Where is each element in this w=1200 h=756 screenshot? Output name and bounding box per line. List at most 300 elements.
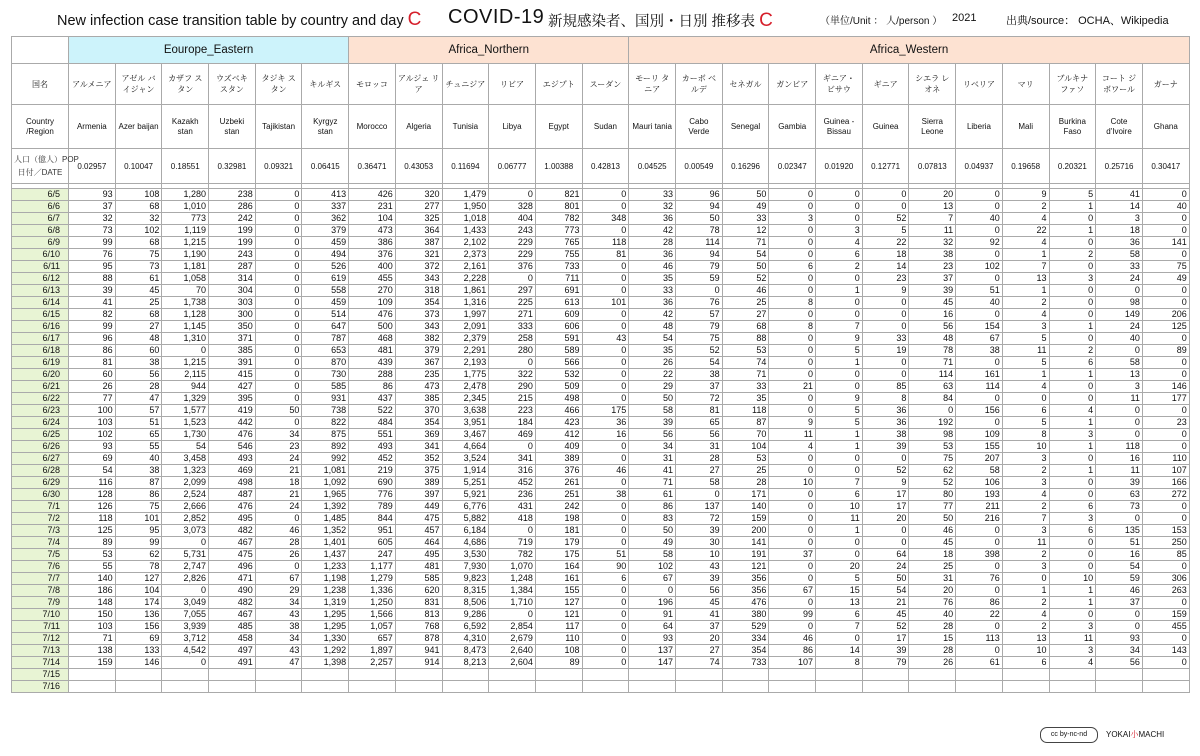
- case-count-cell: 150: [69, 609, 116, 621]
- country-name-jp: ガンビア: [769, 64, 816, 105]
- case-count-cell: 3: [1049, 621, 1096, 633]
- case-count-cell: 0: [582, 321, 629, 333]
- case-count-cell: 2: [1002, 465, 1049, 477]
- case-count-cell: 653: [302, 345, 349, 357]
- case-count-cell: 1: [1049, 441, 1096, 453]
- case-count-cell: [676, 669, 723, 681]
- case-count-cell: 0: [769, 525, 816, 537]
- case-count-cell: 52: [909, 477, 956, 489]
- case-count-cell: 1,566: [349, 609, 396, 621]
- case-count-cell: 6: [1049, 501, 1096, 513]
- case-count-cell: 1,081: [302, 465, 349, 477]
- case-count-cell: 16: [1096, 453, 1143, 465]
- case-count-cell: 16: [909, 309, 956, 321]
- case-count-cell: 0: [1142, 429, 1189, 441]
- case-count-cell: [115, 669, 162, 681]
- country-name-jp: キルギス: [302, 64, 349, 105]
- case-count-cell: 67: [255, 573, 302, 585]
- case-count-cell: 328: [489, 201, 536, 213]
- case-count-cell: 235: [395, 369, 442, 381]
- case-count-cell: 4: [1049, 657, 1096, 669]
- case-count-cell: 0: [255, 357, 302, 369]
- population-value: 0.43053: [395, 149, 442, 184]
- case-count-cell: 0: [255, 321, 302, 333]
- case-count-cell: 39: [676, 573, 723, 585]
- case-count-cell: 161: [535, 573, 582, 585]
- case-count-cell: 0: [1096, 609, 1143, 621]
- case-count-cell: 5,731: [162, 549, 209, 561]
- case-count-cell: 0: [582, 645, 629, 657]
- case-count-cell: [582, 669, 629, 681]
- case-count-cell: 28: [255, 537, 302, 549]
- case-count-cell: 141: [1142, 237, 1189, 249]
- title-japanese: 新規感染者、国別・日別 推移表 C: [548, 10, 773, 31]
- case-count-cell: 487: [209, 489, 256, 501]
- case-count-cell: 206: [1142, 309, 1189, 321]
- case-count-cell: 1,329: [162, 393, 209, 405]
- case-count-cell: 13: [816, 597, 863, 609]
- case-count-cell: 0: [489, 441, 536, 453]
- case-count-cell: 69: [115, 633, 162, 645]
- case-count-cell: 100: [69, 405, 116, 417]
- population-value: 0.02347: [769, 149, 816, 184]
- case-count-cell: 8,315: [442, 585, 489, 597]
- row-label-country-jp: 国名: [12, 64, 69, 105]
- case-count-cell: 481: [349, 345, 396, 357]
- case-count-cell: 0: [769, 501, 816, 513]
- case-count-cell: 13: [1002, 633, 1049, 645]
- case-count-cell: 4: [1002, 213, 1049, 225]
- case-count-cell: 57: [115, 405, 162, 417]
- case-count-cell: [722, 681, 769, 693]
- table-row: [12, 537, 1190, 549]
- case-count-cell: 39: [629, 417, 676, 429]
- case-count-cell: 22: [1002, 225, 1049, 237]
- case-count-cell: 286: [209, 201, 256, 213]
- case-count-cell: 121: [535, 609, 582, 621]
- case-count-cell: 33: [722, 213, 769, 225]
- date-cell: 7/12: [12, 633, 69, 645]
- case-count-cell: 109: [956, 429, 1003, 441]
- case-count-cell: 1,279: [349, 573, 396, 585]
- case-count-cell: 0: [1049, 213, 1096, 225]
- table-row: [12, 405, 1190, 417]
- case-count-cell: 10: [676, 549, 723, 561]
- date-cell: 7/5: [12, 549, 69, 561]
- case-count-cell: 765: [535, 237, 582, 249]
- case-count-cell: 0: [582, 453, 629, 465]
- case-count-cell: 46: [722, 285, 769, 297]
- case-count-cell: 0: [255, 561, 302, 573]
- case-count-cell: 198: [535, 513, 582, 525]
- case-count-cell: 459: [302, 237, 349, 249]
- case-count-cell: 493: [209, 453, 256, 465]
- case-count-cell: [1002, 681, 1049, 693]
- case-count-cell: 404: [489, 213, 536, 225]
- case-count-cell: 0: [582, 537, 629, 549]
- case-count-cell: 99: [115, 537, 162, 549]
- case-count-cell: 55: [69, 561, 116, 573]
- case-count-cell: 155: [956, 441, 1003, 453]
- case-count-cell: 27: [676, 465, 723, 477]
- case-count-cell: 196: [629, 597, 676, 609]
- case-count-cell: 4: [1049, 405, 1096, 417]
- case-count-cell: 27: [676, 645, 723, 657]
- table-row: [12, 657, 1190, 669]
- case-count-cell: 52: [862, 621, 909, 633]
- case-count-cell: 2,373: [442, 249, 489, 261]
- case-count-cell: 46: [255, 525, 302, 537]
- country-name-en: Tunisia: [442, 105, 489, 149]
- case-count-cell: 0: [862, 309, 909, 321]
- case-count-cell: 0: [255, 297, 302, 309]
- date-cell: 6/25: [12, 429, 69, 441]
- case-count-cell: 1,238: [302, 585, 349, 597]
- case-count-cell: 107: [1142, 465, 1189, 477]
- case-count-cell: 1,292: [302, 645, 349, 657]
- country-name-en: Kazakh stan: [162, 105, 209, 149]
- case-count-cell: [629, 681, 676, 693]
- case-count-cell: 484: [349, 417, 396, 429]
- case-count-cell: 3,939: [162, 621, 209, 633]
- case-count-cell: 75: [1142, 261, 1189, 273]
- case-count-cell: 75: [115, 501, 162, 513]
- case-count-cell: 398: [956, 549, 1003, 561]
- case-count-cell: 159: [69, 657, 116, 669]
- case-count-cell: 40: [1096, 333, 1143, 345]
- case-count-cell: 5: [816, 405, 863, 417]
- case-count-cell: 20: [909, 189, 956, 201]
- case-count-cell: 514: [302, 309, 349, 321]
- case-count-cell: 17: [862, 633, 909, 645]
- case-count-cell: [255, 669, 302, 681]
- case-count-cell: 485: [209, 621, 256, 633]
- case-count-cell: 46: [629, 261, 676, 273]
- region-group-header: Africa_Northern: [349, 37, 629, 64]
- title-covid: COVID-19: [448, 6, 545, 28]
- case-count-cell: 0: [1049, 453, 1096, 465]
- case-count-cell: 32: [115, 213, 162, 225]
- date-cell: 7/4: [12, 537, 69, 549]
- case-count-cell: 37: [69, 201, 116, 213]
- case-count-cell: 243: [209, 249, 256, 261]
- case-count-cell: 376: [489, 261, 536, 273]
- case-count-cell: 90: [582, 561, 629, 573]
- case-count-cell: 490: [209, 585, 256, 597]
- case-count-cell: 0: [582, 609, 629, 621]
- case-count-cell: 87: [722, 417, 769, 429]
- case-count-cell: 0: [816, 381, 863, 393]
- case-count-cell: 509: [535, 381, 582, 393]
- case-count-cell: 1: [1002, 585, 1049, 597]
- case-count-cell: 0: [1096, 417, 1143, 429]
- case-count-cell: 89: [1142, 345, 1189, 357]
- case-count-cell: 78: [676, 225, 723, 237]
- date-cell: 6/23: [12, 405, 69, 417]
- case-count-cell: 0: [489, 189, 536, 201]
- country-name-jp: スーダン: [582, 64, 629, 105]
- country-name-jp: アルジェ リア: [395, 64, 442, 105]
- case-count-cell: 39: [862, 441, 909, 453]
- case-count-cell: 73: [115, 261, 162, 273]
- case-count-cell: 11: [769, 429, 816, 441]
- case-count-cell: 243: [489, 225, 536, 237]
- case-count-cell: 93: [629, 633, 676, 645]
- case-count-cell: 3: [1049, 513, 1096, 525]
- case-count-cell: 60: [115, 345, 162, 357]
- case-count-cell: 17: [862, 489, 909, 501]
- case-count-cell: 280: [489, 345, 536, 357]
- case-count-cell: 14: [1096, 201, 1143, 213]
- case-count-cell: 53: [722, 345, 769, 357]
- case-count-cell: 3,530: [442, 549, 489, 561]
- case-count-cell: [349, 681, 396, 693]
- country-name-en: Cote d'Ivoire: [1096, 105, 1143, 149]
- date-cell: 7/2: [12, 513, 69, 525]
- case-count-cell: 171: [722, 489, 769, 501]
- table-row: [12, 585, 1190, 597]
- case-count-cell: 0: [769, 237, 816, 249]
- case-count-cell: 0: [582, 393, 629, 405]
- case-count-cell: 333: [489, 321, 536, 333]
- case-count-cell: 177: [1142, 393, 1189, 405]
- case-count-cell: 0: [1096, 285, 1143, 297]
- case-count-cell: 3,073: [162, 525, 209, 537]
- case-count-cell: 73: [1096, 501, 1143, 513]
- case-count-cell: 620: [395, 585, 442, 597]
- case-count-cell: 415: [209, 369, 256, 381]
- case-count-cell: 6: [769, 261, 816, 273]
- case-count-cell: 24: [1096, 273, 1143, 285]
- case-count-cell: 0: [862, 189, 909, 201]
- case-count-cell: 78: [909, 345, 956, 357]
- case-count-cell: 140: [69, 573, 116, 585]
- case-count-cell: 9: [862, 285, 909, 297]
- table-row: [12, 549, 1190, 561]
- country-name-jp: アルメニア: [69, 64, 116, 105]
- case-count-cell: 0: [255, 393, 302, 405]
- case-count-cell: 0: [956, 537, 1003, 549]
- case-count-cell: 51: [956, 285, 1003, 297]
- case-count-cell: 36: [862, 405, 909, 417]
- case-count-cell: 3: [816, 225, 863, 237]
- case-count-cell: 107: [769, 657, 816, 669]
- case-count-cell: 126: [69, 501, 116, 513]
- case-count-cell: 138: [69, 645, 116, 657]
- country-name-jp: ガーナ: [1142, 64, 1189, 105]
- case-count-cell: 2: [1002, 201, 1049, 213]
- population-value: 0.11694: [442, 149, 489, 184]
- country-name-en: Cabo Verde: [676, 105, 723, 149]
- case-count-cell: [1049, 669, 1096, 681]
- case-count-cell: 0: [1142, 633, 1189, 645]
- case-count-cell: 1: [816, 285, 863, 297]
- case-count-cell: 0: [582, 585, 629, 597]
- case-count-cell: 153: [1142, 525, 1189, 537]
- case-count-cell: 0: [255, 189, 302, 201]
- table-row: [12, 273, 1190, 285]
- case-count-cell: 80: [909, 489, 956, 501]
- case-count-cell: 591: [535, 333, 582, 345]
- case-count-cell: 125: [69, 525, 116, 537]
- case-count-cell: 526: [302, 261, 349, 273]
- case-count-cell: 95: [69, 261, 116, 273]
- case-count-cell: 52: [862, 465, 909, 477]
- case-count-cell: 20: [862, 513, 909, 525]
- population-value: 0.20321: [1049, 149, 1096, 184]
- case-count-cell: 619: [302, 273, 349, 285]
- case-count-cell: 70: [722, 429, 769, 441]
- case-count-cell: 258: [489, 333, 536, 345]
- case-count-cell: 34: [255, 429, 302, 441]
- case-count-cell: 98: [909, 429, 956, 441]
- case-count-cell: 38: [909, 249, 956, 261]
- case-count-cell: 1,965: [302, 489, 349, 501]
- case-count-cell: 801: [535, 201, 582, 213]
- case-count-cell: [1096, 669, 1143, 681]
- case-count-cell: 613: [535, 297, 582, 309]
- case-count-cell: 1: [1049, 465, 1096, 477]
- case-count-cell: 1,336: [349, 585, 396, 597]
- case-count-cell: 18: [255, 477, 302, 489]
- table-row: [12, 525, 1190, 537]
- case-count-cell: 0: [956, 525, 1003, 537]
- case-count-cell: 0: [255, 309, 302, 321]
- case-count-cell: 464: [395, 537, 442, 549]
- case-count-cell: 40: [115, 453, 162, 465]
- date-cell: 6/20: [12, 369, 69, 381]
- case-count-cell: 0: [956, 585, 1003, 597]
- case-count-cell: 24: [255, 501, 302, 513]
- case-count-cell: 6: [1002, 657, 1049, 669]
- case-count-cell: 225: [489, 297, 536, 309]
- case-count-cell: 96: [676, 189, 723, 201]
- case-count-cell: 23: [1142, 417, 1189, 429]
- case-count-cell: 2,826: [162, 573, 209, 585]
- case-count-cell: 0: [162, 537, 209, 549]
- case-count-cell: 62: [115, 549, 162, 561]
- case-count-cell: 108: [115, 189, 162, 201]
- case-count-cell: 38: [676, 369, 723, 381]
- case-count-cell: 585: [302, 381, 349, 393]
- table-row: [12, 633, 1190, 645]
- case-count-cell: 93: [1096, 633, 1143, 645]
- case-count-cell: 370: [395, 405, 442, 417]
- case-count-cell: 2,091: [442, 321, 489, 333]
- case-count-cell: 0: [1096, 405, 1143, 417]
- case-count-cell: 53: [909, 441, 956, 453]
- case-count-cell: 0: [1142, 561, 1189, 573]
- case-count-cell: [769, 669, 816, 681]
- case-count-cell: 8,213: [442, 657, 489, 669]
- case-count-cell: 11: [816, 513, 863, 525]
- case-count-cell: 1,058: [162, 273, 209, 285]
- case-count-cell: 31: [909, 573, 956, 585]
- case-count-cell: 322: [489, 369, 536, 381]
- case-count-cell: 0: [255, 369, 302, 381]
- case-count-cell: 242: [535, 501, 582, 513]
- case-count-cell: 8,506: [442, 597, 489, 609]
- case-count-cell: 86: [769, 645, 816, 657]
- case-count-cell: 4: [816, 237, 863, 249]
- case-count-cell: 10: [769, 477, 816, 489]
- case-count-cell: 3: [1049, 429, 1096, 441]
- case-count-cell: 304: [209, 285, 256, 297]
- case-count-cell: 498: [535, 393, 582, 405]
- case-count-cell: 0: [1142, 597, 1189, 609]
- case-count-cell: 2,228: [442, 273, 489, 285]
- case-count-cell: 58: [629, 549, 676, 561]
- date-cell: 7/3: [12, 525, 69, 537]
- case-count-cell: 7: [816, 477, 863, 489]
- country-name-jp: セネガル: [722, 64, 769, 105]
- case-count-cell: 64: [629, 621, 676, 633]
- case-count-cell: 0: [769, 189, 816, 201]
- case-count-cell: 4: [1002, 237, 1049, 249]
- case-count-cell: 0: [1049, 549, 1096, 561]
- case-count-cell: 0: [582, 273, 629, 285]
- case-count-cell: 2,193: [442, 357, 489, 369]
- case-count-cell: 476: [722, 597, 769, 609]
- case-count-cell: [442, 681, 489, 693]
- case-count-cell: 0: [255, 201, 302, 213]
- case-count-cell: 0: [582, 597, 629, 609]
- case-count-cell: 6: [816, 489, 863, 501]
- case-count-cell: 71: [69, 633, 116, 645]
- case-count-cell: 40: [909, 609, 956, 621]
- case-count-cell: 427: [209, 381, 256, 393]
- case-count-cell: 2,666: [162, 501, 209, 513]
- country-name-jp: タジキ スタン: [255, 64, 302, 105]
- country-name-jp: ウズベキ スタン: [209, 64, 256, 105]
- case-count-cell: 94: [676, 201, 723, 213]
- date-cell: 6/6: [12, 201, 69, 213]
- case-count-cell: 48: [115, 333, 162, 345]
- case-count-cell: 17: [862, 501, 909, 513]
- case-count-cell: 33: [862, 333, 909, 345]
- country-name-en: Libya: [489, 105, 536, 149]
- case-count-cell: 0: [1049, 489, 1096, 501]
- case-count-cell: 8: [1002, 429, 1049, 441]
- case-count-cell: 0: [255, 249, 302, 261]
- case-count-cell: 3,712: [162, 633, 209, 645]
- case-count-cell: 104: [722, 441, 769, 453]
- case-count-cell: 0: [769, 513, 816, 525]
- country-name-jp: ギニア: [862, 64, 909, 105]
- case-count-cell: 356: [722, 573, 769, 585]
- case-count-cell: 287: [209, 261, 256, 273]
- case-count-cell: 379: [302, 225, 349, 237]
- unit-note: （単位/Unit ： 人/person ）: [820, 16, 943, 27]
- case-count-cell: 466: [535, 405, 582, 417]
- date-cell: 7/11: [12, 621, 69, 633]
- case-count-cell: 1,119: [162, 225, 209, 237]
- case-count-cell: 56: [676, 585, 723, 597]
- population-value: 0.16296: [722, 149, 769, 184]
- case-count-cell: 54: [162, 441, 209, 453]
- case-count-cell: 482: [209, 525, 256, 537]
- case-count-cell: 3,951: [442, 417, 489, 429]
- case-count-cell: 216: [956, 513, 1003, 525]
- case-count-cell: 400: [349, 261, 396, 273]
- case-count-cell: 1,177: [349, 561, 396, 573]
- case-count-cell: 149: [1096, 309, 1143, 321]
- case-count-cell: 0: [816, 549, 863, 561]
- case-count-cell: 362: [302, 213, 349, 225]
- case-count-cell: 86: [956, 597, 1003, 609]
- case-count-cell: 11: [1096, 393, 1143, 405]
- case-count-cell: 0: [862, 321, 909, 333]
